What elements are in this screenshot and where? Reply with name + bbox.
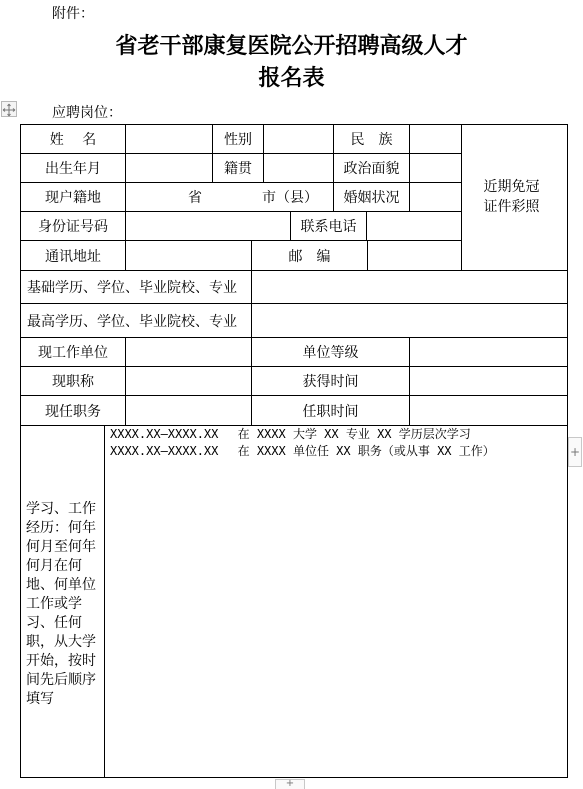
unit-grade-field[interactable] — [410, 338, 567, 366]
ethnicity-field[interactable] — [410, 125, 461, 153]
experience-line: XXXX.XX—XXXX.XX 在 XXXX 大学 XX 专业 XX 学历层次学习 — [110, 427, 471, 441]
table-move-handle[interactable] — [1, 101, 17, 117]
phone-label: 联系电话 — [300, 219, 357, 235]
post-label: 现任职务 — [45, 403, 101, 420]
political-status-label: 政治面貌 — [343, 161, 400, 177]
id-number-label: 身份证号码 — [38, 219, 108, 235]
phone-field[interactable] — [367, 212, 461, 240]
photo-note-line2: 证件彩照 — [483, 199, 540, 215]
position-label: 应聘岗位： — [52, 105, 122, 121]
experience-line: XXXX.XX—XXXX.XX 在 XXXX 单位任 XX 职务（或从事 XX 工作） — [110, 444, 495, 458]
move-icon — [2, 103, 16, 117]
attachment-label: 附件： — [52, 6, 94, 22]
ethnicity-label: 民 族 — [350, 132, 393, 148]
native-place-label: 籍贯 — [224, 161, 252, 177]
gender-field[interactable] — [264, 125, 333, 153]
post-time-label: 任职时间 — [302, 403, 359, 420]
address-label: 通讯地址 — [45, 248, 101, 265]
title-field[interactable] — [126, 367, 251, 395]
title-time-label: 获得时间 — [302, 374, 359, 390]
highest-edu-label: 最高学历、学位、毕业院校、专业 — [27, 313, 237, 330]
name-field[interactable] — [126, 125, 212, 153]
post-field[interactable] — [126, 396, 251, 425]
postcode-field[interactable] — [368, 241, 461, 270]
work-unit-label: 现工作单位 — [38, 345, 108, 361]
form-title: 省老干部康复医院公开招聘高级人才 — [115, 33, 468, 59]
basic-edu-label: 基础学历、学位、毕业院校、专业 — [27, 280, 237, 296]
photo-area — [462, 124, 561, 270]
experience-field[interactable] — [110, 426, 560, 460]
unit-grade-label: 单位等级 — [302, 345, 359, 361]
political-status-field[interactable] — [410, 154, 461, 182]
address-field[interactable] — [126, 241, 251, 270]
post-time-field[interactable] — [410, 396, 567, 425]
work-unit-field[interactable] — [126, 338, 251, 366]
photo-note-line1: 近期免冠 — [483, 179, 540, 195]
birth-field[interactable] — [126, 154, 212, 182]
highest-edu-field[interactable] — [252, 304, 567, 337]
marital-label: 婚姻状况 — [343, 190, 400, 206]
native-place-field[interactable] — [264, 154, 333, 182]
gender-label: 性别 — [224, 132, 252, 148]
add-column-button[interactable]: + — [568, 437, 582, 467]
title-label: 现职称 — [52, 374, 94, 390]
city-county-label: 市（县） — [262, 190, 318, 206]
title-time-field[interactable] — [410, 367, 567, 395]
province-label: 省 — [188, 190, 202, 206]
birth-label: 出生年月 — [45, 161, 101, 177]
experience-label: 学习、工作经历：何年何月至何年何月在何地、何单位工作或学习、任何职，从大学开始，按时间先后顺序填写 — [26, 501, 96, 707]
marital-field[interactable] — [410, 183, 461, 211]
name-label: 姓 名 — [49, 132, 97, 148]
postcode-label: 邮 编 — [288, 248, 331, 265]
form-subtitle: 报名表 — [258, 65, 325, 91]
residence-label: 现户籍地 — [45, 190, 101, 206]
basic-edu-field[interactable] — [252, 271, 567, 303]
id-number-field[interactable] — [126, 212, 290, 240]
add-row-button[interactable]: + — [275, 779, 305, 789]
